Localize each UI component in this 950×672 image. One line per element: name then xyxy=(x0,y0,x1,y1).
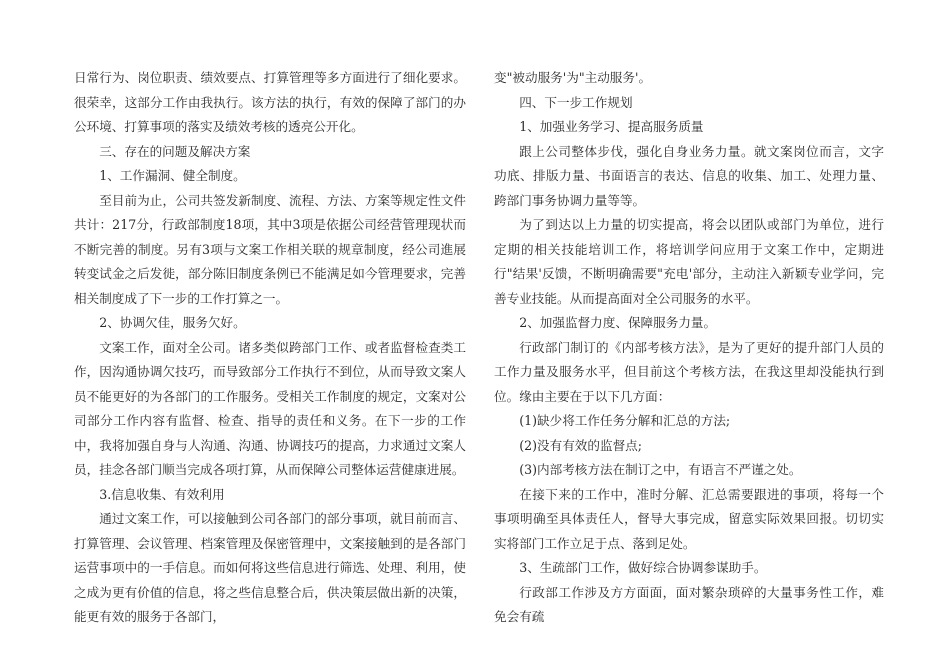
subsection-heading: 3.信息收集、有效利用 xyxy=(99,486,225,502)
subsection-heading: 2、协调欠佳，服务欠好。 xyxy=(99,315,246,330)
list-item: (1)缺少将工作任务分解和汇总的方法; xyxy=(519,413,731,428)
paragraph: 在接下来的工作中，准时分解、汇总需要跟进的事项，将每一个事项明确至具体责任人，督导大事完成，留意实际效果回报。切切实实将部门工作立足于点、落到足处。 xyxy=(494,486,884,551)
paragraph: 为了到达以上力量的切实提高，将会以团队或部门为单位，进行定期的相关技能培训工作，将培训学问应用于文案工作中，定期进行"结果'反馈，不断明确需要"充电'部分，主动注入新颖专业学问，完善专业技能。从而提高面对全公司服务的水平。 xyxy=(494,217,884,306)
paragraph: 行政部门制订的《内部考核方法》，是为了更好的提升部门人员的工作力量及服务水平，但目前这个考核方法，在我这里却没能执行到位。缘由主要在于以下几方面： xyxy=(494,339,884,404)
list-item: (2)没有有效的监督点; xyxy=(519,437,643,453)
list-item: (3)内部考核方法在制订之中，有语言不严谨之处。 xyxy=(519,462,802,477)
paragraph: 行政部工作涉及方方面面，面对繁杂琐碎的大量事务性工作，难免会有疏 xyxy=(494,584,884,624)
subsection-heading: 3、生疏部门工作，做好综合协调参谋助手。 xyxy=(519,560,767,575)
paragraph: 日常行为、岗位职责、绩效要点、打算管理等多方面进行了细化要求。很荣幸，这部分工作由我执行。该方法的执行，有效的保障了部门的办公环境、打算事项的落实及绩效考核的透亮公开化。 xyxy=(74,70,466,134)
left-column xyxy=(74,66,466,630)
section-heading: 三、存在的问题及解决方案 xyxy=(99,143,251,159)
subsection-heading: 1、工作漏洞、健全制度。 xyxy=(99,168,246,183)
right-column xyxy=(494,66,884,630)
paragraph: 至目前为止，公司共签发新制度、流程、方法、方案等规定性文件共计：217分，行政部制度18项，其中3项是依据公司经营管理现状而不断完善的制度。另有3项与文案工作相关联的规章制度，经公司進展转变试金之后发徙，部分陈旧制度条例已不能满足如今管理要求，完善相关制度成了下一步的工作打算之一。 xyxy=(74,192,466,306)
paragraph: 变"被动服务'为"主动服务'。 xyxy=(494,70,652,85)
paragraph: 通过文案工作，可以接触到公司各部门的部分事项，就目前而言、打算管理、会议管理、档案管理及保密管理中，文案接触到的是各部门运营事项中的一手信息。而如何将这些信息进行筛选、处理、利用，使之成为更有价值的信息，将之些信息整合后，供决策层做出新的决策，能更有效的服务于各部门， xyxy=(74,511,466,624)
section-heading: 四、下一步工作规划 xyxy=(519,94,633,110)
paragraph: 跟上公司整体步伐，强化自身业务力量。就文案岗位而言，文字功底、排版力量、书面语言的表达、信息的收集、加工、处理力量、跨部门事务协调力量等等。 xyxy=(494,143,884,208)
paragraph: 文案工作，面对全公司。诸多类似跨部门工作、或者监督检查类工作，因沟通协调欠技巧，而导致部分工作执行不到位，从而导致文案人员不能更好的为各部门的工作服务。受相关工作制度的规定，文案对公司部分工作内容有监督、检查、指导的责任和义务。在下一步的工作中，我将加强自身与人沟通、沟通、协调技巧的提高，力求通过文案人员，挂念各部门顺当完成各项打算，从而保障公司整体运营健康进展。 xyxy=(74,339,466,477)
subsection-heading: 2、加强监督力度、保障服务力量。 xyxy=(519,315,717,330)
subsection-heading: 1、加强业务学习、提高服务质量 xyxy=(519,119,704,134)
